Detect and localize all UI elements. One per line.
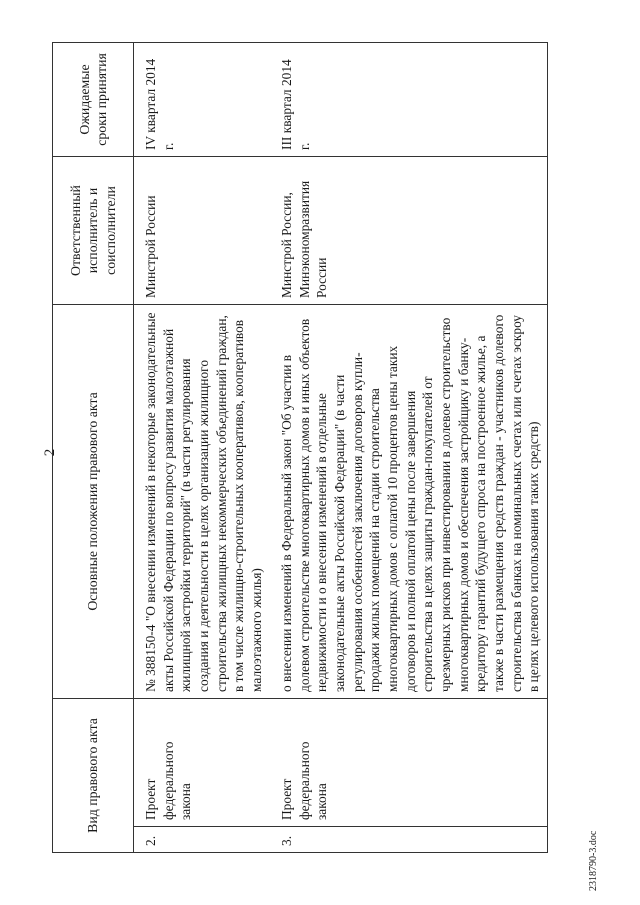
legal-acts-table — [52, 42, 548, 853]
row-deadline: III квартал 2014 г. — [272, 42, 548, 156]
header-provisions: Основные положения правового акта — [53, 304, 134, 698]
row-provisions: № 388150-4 "О внесении изменений в некоторые законодательные акты Российской Федерации по вопросу развития малоэтажной жилищной застройки территорий" (в части регулирования создания и деятельности в целях организации жилищного строительства жилищных некоммерческих объединений граждан, в том числе жилищно-строительных кооперативов, кооперативов малоэтажного жилья) — [134, 304, 272, 698]
row-deadline: IV квартал 2014 г. — [134, 42, 272, 156]
row-number: 2. — [134, 827, 272, 853]
row-act-type: Проект федерального закона — [272, 698, 548, 826]
header-deadline: Ожидаемые сроки принятия — [53, 42, 134, 156]
table-row — [272, 42, 548, 852]
table-row — [134, 42, 272, 852]
table-header — [53, 42, 134, 852]
page-number: 2 — [42, 448, 58, 457]
row-responsible: Минстрой России — [134, 156, 272, 304]
row-responsible: Минстрой России, Минэкономразвития России — [272, 156, 548, 304]
row-act-type: Проект федерального закона — [134, 698, 272, 826]
header-responsible: Ответственный исполнитель и соисполнители — [53, 156, 134, 304]
header-act-type: Вид правового акта — [53, 698, 134, 852]
file-code: 2318790-3.doc — [588, 830, 599, 891]
row-number: 3. — [272, 827, 548, 853]
row-provisions: о внесении изменений в Федеральный закон "Об участии в долевом строительстве многоквартирных домов и иных объектов недвижимости и о внесении изменений в отдельные законодательные акты Российской Федерации" (в части регулирования особенностей заключения договоров купли-продажи жилых помещений на стадии строительства многоквартирных домов с оплатой 10 процентов цены таких договоров и полной оплатой цены после завершения строительства в целях защиты граждан-покупателей от чрезмерных рисков при инвестировании в долевое строительство многоквартирных домов и обеспечения застройщику и банку-кредитору гарантий будущего спроса на построенное жилье, а также в части размещения средств граждан - участников долевого строительства в банках на номинальных счетах или счетах эскроу в целях целевого использования таких средств) — [272, 304, 548, 698]
